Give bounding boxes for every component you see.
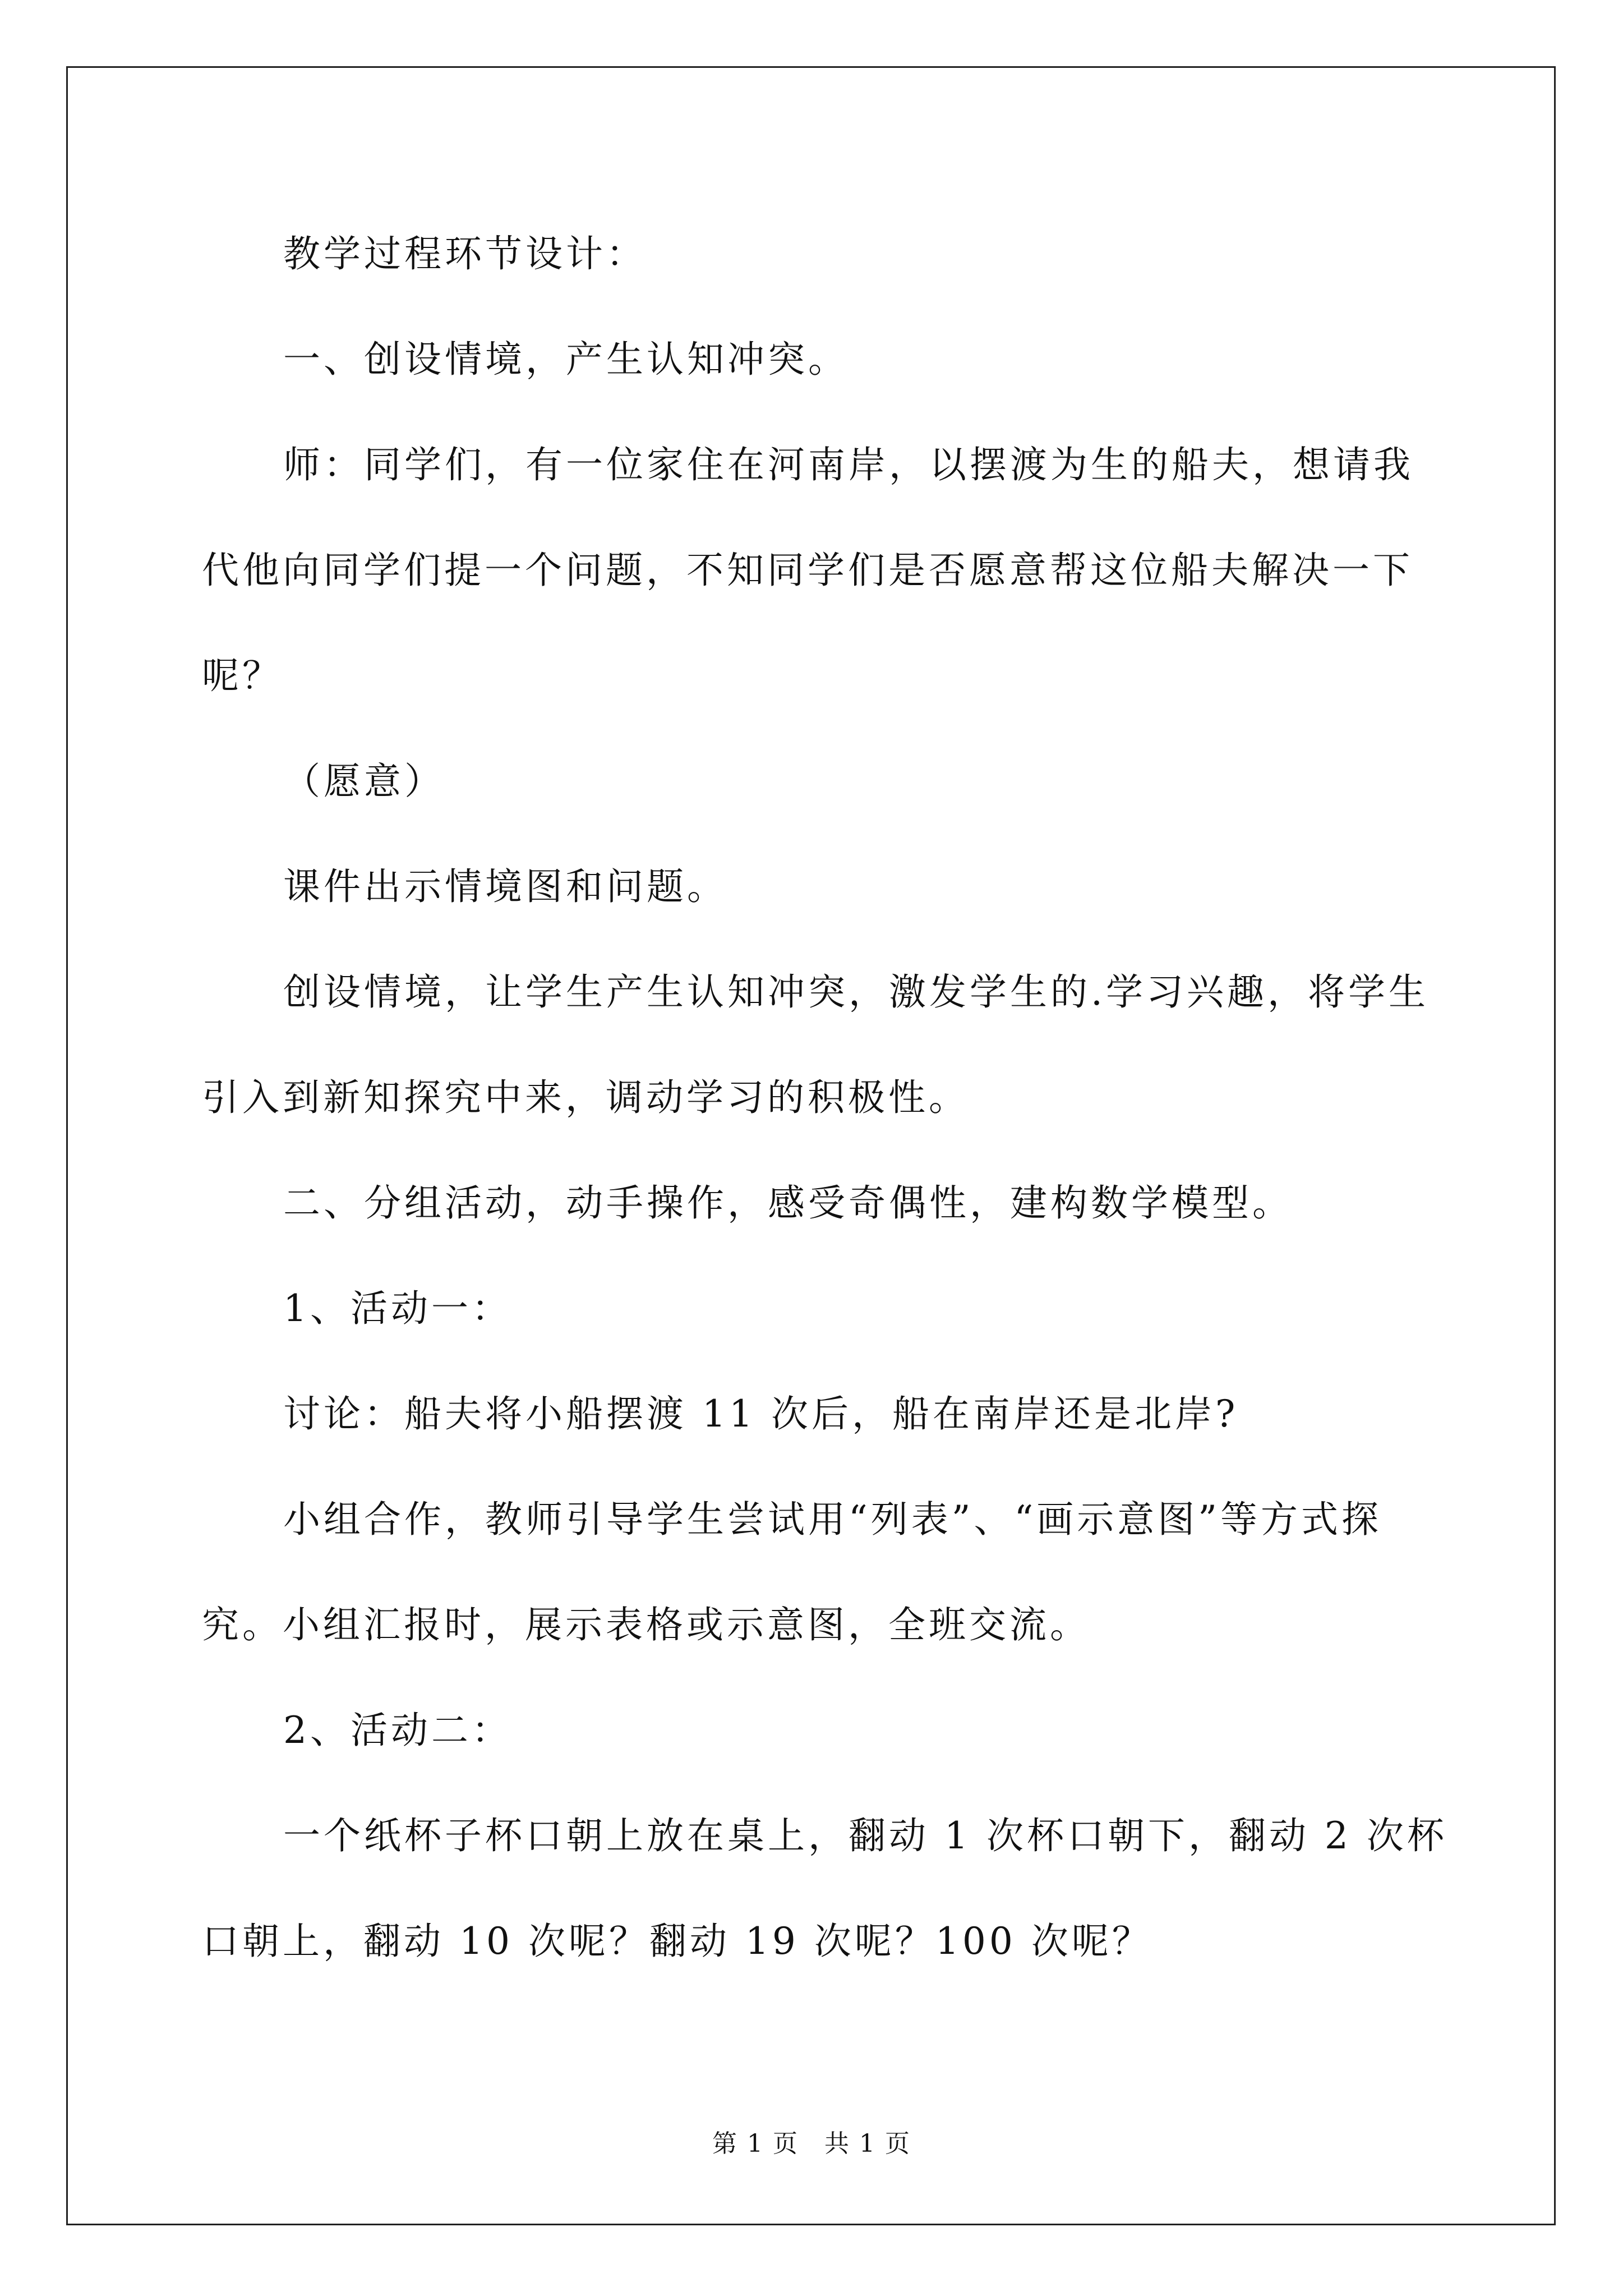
text-line: 教学过程环节设计： xyxy=(283,232,647,275)
text-line: 引入到新知探究中来，调动学习的积极性。 xyxy=(202,1076,969,1119)
text-line: 代他向同学们提一个问题，不知同学们是否愿意帮这位船夫解决一下 xyxy=(202,549,1413,592)
text-line: 课件出示情境图和问题。 xyxy=(283,865,727,908)
page-border xyxy=(66,66,1556,2225)
text-line: 师：同学们，有一位家住在河南岸，以摆渡为生的船夫，想请我 xyxy=(283,443,1414,486)
text-line: 讨论：船夫将小船摆渡 11 次后，船在南岸还是北岸? xyxy=(283,1392,1239,1435)
text-line: 2、活动二： xyxy=(283,1709,512,1752)
text-line: 究。小组汇报时，展示表格或示意图，全班交流。 xyxy=(202,1603,1090,1646)
text-line: 呢？ xyxy=(202,654,283,697)
text-line: 口朝上，翻动 10 次呢？翻动 19 次呢？100 次呢？ xyxy=(202,1920,1152,1963)
page-footer: 第 1 页 共 1 页 xyxy=(712,2129,911,2158)
text-line: 创设情境，让学生产生认知冲突，激发学生的.学习兴趣，将学生 xyxy=(283,970,1429,1014)
text-line: 二、分组活动，动手操作，感受奇偶性，建构数学模型。 xyxy=(283,1181,1293,1225)
text-line: 小组合作，教师引导学生尝试用“列表”、“画示意图”等方式探 xyxy=(283,1498,1382,1541)
text-line: 1、活动一： xyxy=(283,1287,512,1330)
text-line: 一个纸杯子杯口朝上放在桌上，翻动 1 次杯口朝下，翻动 2 次杯 xyxy=(283,1814,1447,1857)
text-line: （愿意） xyxy=(283,760,445,803)
text-line: 一、创设情境，产生认知冲突。 xyxy=(283,338,849,381)
